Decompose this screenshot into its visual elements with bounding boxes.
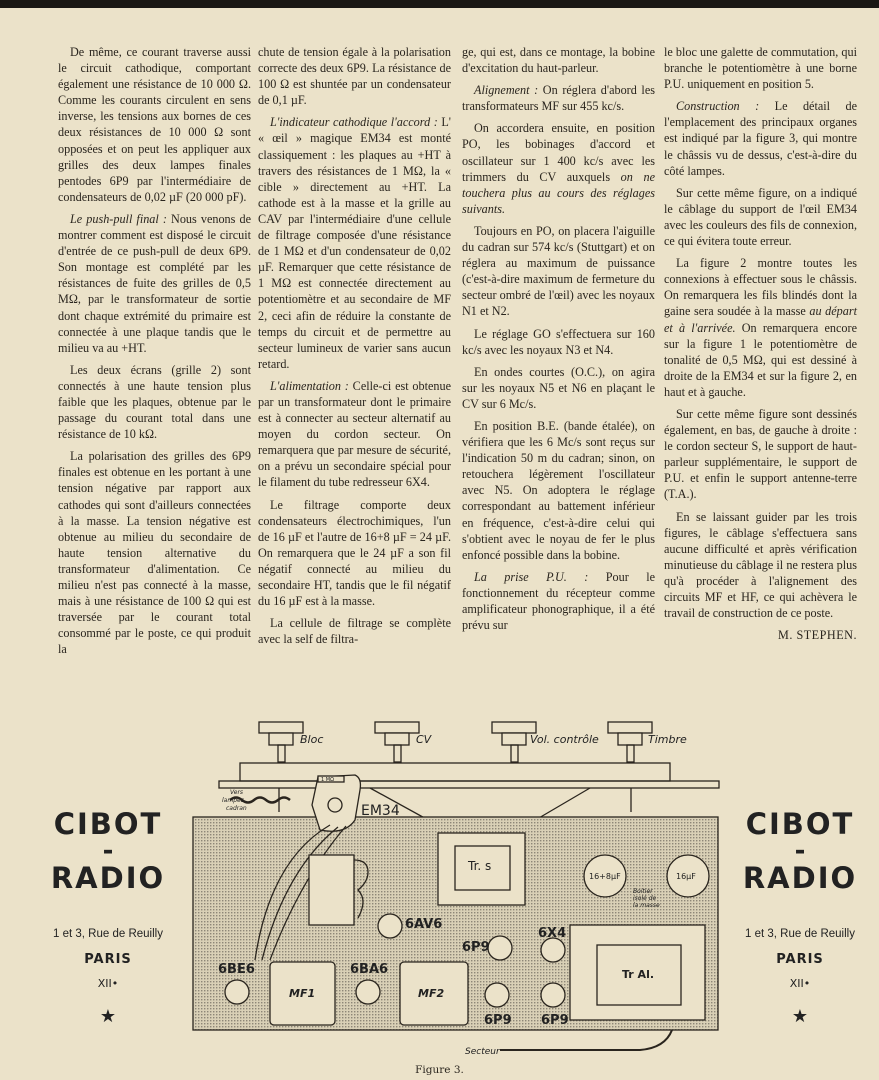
ad-arrondissement: XII• [97, 977, 119, 990]
label-boitier: Boitier [633, 888, 653, 895]
ad-address: 1 et 3, Rue de Reuilly [53, 928, 163, 940]
text: Les deux écrans (grille 2) sont connectés à une haute tension plus faible que les plaques, obtenue par le passage du courant total dans une résistance de 10 kΩ. [58, 362, 251, 442]
label-boitier: la masse [633, 902, 660, 909]
label-6be6: 6BE6 [218, 962, 255, 977]
em34-label: EM34 [361, 803, 400, 819]
ad-dash: - [794, 836, 806, 866]
front-panel [240, 763, 670, 781]
socket-6p9-right [541, 983, 565, 1007]
text: ge, qui est, dans ce montage, la bobine d'excitation du haut-parleur. [462, 45, 655, 76]
text: Toujours en PO, on placera l'aiguille du cadran sur 574 kc/s (Stuttgart) et on réglera au maximum de puissance (c'est-à-dire maximum de fermeture du secteur ombré de l'œil) avec les noyaux N1 et N2. [462, 223, 655, 319]
italic-text: Alignement : [474, 83, 539, 98]
label-6p9: 6P9 [462, 940, 490, 955]
label-resistor: 1 MΩ [321, 777, 334, 783]
text: Le filtrage comporte deux condensateurs électrochimiques, l'un de 16 µF et l'autre de 16+8 µF = 24 µF. On remarquera que le 24 µF a son fil négatif connecté au milieu du secondaire HT, tandis que le fil négatif du 16 µF est à la masse. [258, 497, 451, 609]
label-tral: Tr Al. [622, 968, 655, 981]
label-trs: Tr. s [468, 859, 492, 873]
text: chute de tension égale à la polarisation correcte des deux 6P9. La résistance de 100 Ω est shuntée par un condensateur de 0,1 µF. [258, 45, 451, 108]
label-secteur: Secteur [465, 1047, 500, 1057]
label-cap1: 16+8µF [589, 872, 621, 881]
ad-arrondissement: XII• [789, 977, 811, 990]
label-boitier: isolé de [633, 895, 657, 902]
knob-label-timbre: Timbre [648, 733, 687, 746]
socket-6p9-upper [488, 936, 512, 960]
italic-text: L'alimentation : [270, 378, 349, 393]
text: le bloc une galette de commutation, qui branche le potentiomètre à une borne P.U. uniquement en position 5. [664, 45, 857, 92]
ad-brand-2: RADIO [742, 861, 858, 895]
text: La figure 2 montre toutes les connexions à effectuer sous le châssis. On remarquera les fils blindés dont la gaine sera soudée à la masse [664, 256, 857, 319]
label-6x4: 6X4 [538, 926, 567, 941]
ad-brand: CIBOT [53, 807, 163, 841]
text: Le détail de l'emplacement des principaux organes est indiqué par la figure 3, qui montre le châssis vu de dessus, c'est-à-dire du côté lampes. [664, 99, 857, 178]
socket-6av6 [378, 914, 402, 938]
text: La cellule de filtrage se complète avec la self de filtra- [258, 616, 451, 647]
text: Sur cette même figure, on a indiqué le câblage du support de l'œil EM34 avec les couleurs des fils de connexion, ce qui évitera toute erreur. [664, 185, 857, 249]
text: En se laissant guider par les trois figures, le câblage s'effectuera sans aucune difficulté et après vérification minutieuse du câblage il ne restera plus qu'à procéder à l'alignement des circuits MF et HF, ce qui achèvera le travail de construction de ce poste. [664, 509, 857, 621]
italic-text: La prise P.U. : [474, 569, 589, 584]
ad-address: 1 et 3, Rue de Reuilly [745, 928, 855, 940]
knob-label-volume: Vol. contrôle [530, 733, 599, 746]
knob-label-bloc: Bloc [300, 733, 324, 746]
label-6ba6: 6BA6 [350, 962, 389, 977]
socket-6p9-left [485, 983, 509, 1007]
text: Le réglage GO s'effectuera sur 160 kc/s avec les noyaux N3 et N4. [462, 326, 655, 357]
figure-caption: Figure 3. [415, 1064, 464, 1076]
text: On accordera ensuite, en position PO, les bobinages d'accord et oscillateur sur 1 400 kc/s avec les trimmers du CV auxquels [462, 121, 655, 184]
label-lampes: lampes [222, 797, 244, 804]
text: Pour le fonctionnement du récepteur comme amplificateur phonographique, il a été prévu sur [462, 569, 656, 633]
label-vers: Vers [230, 789, 244, 796]
label-cap2: 16µF [676, 872, 696, 881]
text: Celle-ci est obtenue par un transformateur dont le primaire est à connecter au secteur alternatif au moyen du cordon secteur. On remarquera que par mesure de sécurité, on a prévu un secondaire spécial pour le filament du tube redresseur 6X4. [258, 378, 451, 490]
italic-text: Le push-pull final : [70, 211, 167, 226]
knob-timbre [608, 722, 652, 762]
label-mf2: MF2 [418, 987, 445, 1000]
label-6p9: 6P9 [541, 1013, 569, 1028]
label-cadran: cadran [226, 805, 247, 812]
text: L' « œil » magique EM34 est monté classiquement : les plaques au +HT à travers des résistances de 1 MΩ, la « cible » directement au +HT. La cathode est à la masse et la grille au CAV par l'intermédiaire d'une cellule de filtrage composée d'une résistance de 1 MΩ et d'un condensateur de 0,02 µF. Remarquer que cette résistance de 1 MΩ est connectée directement au potentiomètre et au secondaire de MF 2, ceci afin de réduire la constante de temps du circuit et de permettre au secteur lumineux de varier sans aucun retard. [258, 115, 452, 371]
socket-6be6 [225, 980, 249, 1004]
text: De même, ce courant traverse aussi le circuit cathodique, comportant également une résistance de 10 000 Ω. Comme les courants circulent en sens inverse, les tensions aux bornes de ces deux résistances de 10 000 Ω sont opposées et on peut les appliquer aux grilles des deux lampes finales pentodes 6P9 par l'intermédiaire de condensateurs de 0,02 µF (20 000 pF). [58, 45, 251, 204]
italic-text: au départ et à l'arrivée. [664, 304, 857, 335]
text: On remarquera encore sur la figure 1 le potentiomètre de tonalité de 0,5 MΩ, qui est dessiné à droite de la EM34 et sur la figure 2, en haut et à gauche. [664, 320, 857, 399]
italic-text: Construction : [676, 99, 760, 114]
text: On réglera d'abord les transformateurs MF sur 455 kc/s. [462, 83, 655, 114]
star-icon: ★ [791, 1006, 809, 1027]
text: En ondes courtes (O.C.), on agira sur les noyaux N5 et N6 en plaçant le CV sur 6 Mc/s. [462, 364, 655, 411]
author-signature: M. STEPHEN. [778, 628, 857, 643]
italic-text: on ne touchera plus au cours des réglages suivants. [462, 169, 655, 216]
socket-6x4 [541, 938, 565, 962]
label-6av6: 6AV6 [405, 917, 443, 932]
dial-bar [219, 781, 719, 788]
ad-brand: CIBOT [745, 807, 855, 841]
knob-bloc [259, 722, 303, 762]
text: En position B.E. (bande étalée), on vérifiera que les 6 Mc/s sont reçus sur l'indication 50 m du cadran; sinon, on retouchera légèrement l'oscillateur avec N5. On adoptera le réglage correspondant au battement inférieur en fréquence, c'est-à-dire celui qui s'obtient avec le noyau de fer le plus enfoncé possible dans la bobine. [462, 418, 655, 562]
text: Nous venons de montrer comment est disposé le circuit d'entrée de ce push-pull de deux 6P9. Son montage est complété par les résistances de fuite des grilles de 0,5 MΩ, par le transformateur de sortie dont chaque extrémité du primaire est connectée à une plaque tandis que le milieu va au +HT. [58, 211, 251, 355]
ad-city: PARIS [84, 952, 132, 967]
mains-cord [500, 1030, 672, 1050]
star-icon: ★ [99, 1006, 117, 1027]
knob-cv [375, 722, 419, 762]
text: Sur cette même figure sont dessinés également, en bas, de gauche à droite : le cordon secteur S, le support de haut-parleur supplémentaire, le support de P.U. et enfin le support antenne-terre (T.A.). [664, 406, 857, 502]
knob-label-cv: CV [416, 733, 432, 746]
ad-city: PARIS [776, 952, 824, 967]
label-6p9: 6P9 [484, 1013, 512, 1028]
em34-socket [312, 775, 360, 831]
ad-dash: - [102, 836, 114, 866]
italic-text: L'indicateur cathodique l'accord : [270, 115, 438, 130]
socket-6ba6 [356, 980, 380, 1004]
ad-brand-2: RADIO [50, 861, 166, 895]
potentiometer [309, 855, 354, 925]
text: La polarisation des grilles des 6P9 finales est obtenue en les portant à une tension négative par rapport aux cathodes qui sont d'ailleurs connectées à la masse. La tension négative est obtenue au milieu du secondaire de haute tension alternative du transformateur d'alimentation. Ce milieu n'est pas connecté à la masse, mais à une résistance de 100 Ω qui est traversée par le courant total consommé par le poste, ce qui produit la [58, 449, 251, 657]
label-mf1: MF1 [289, 987, 316, 1000]
